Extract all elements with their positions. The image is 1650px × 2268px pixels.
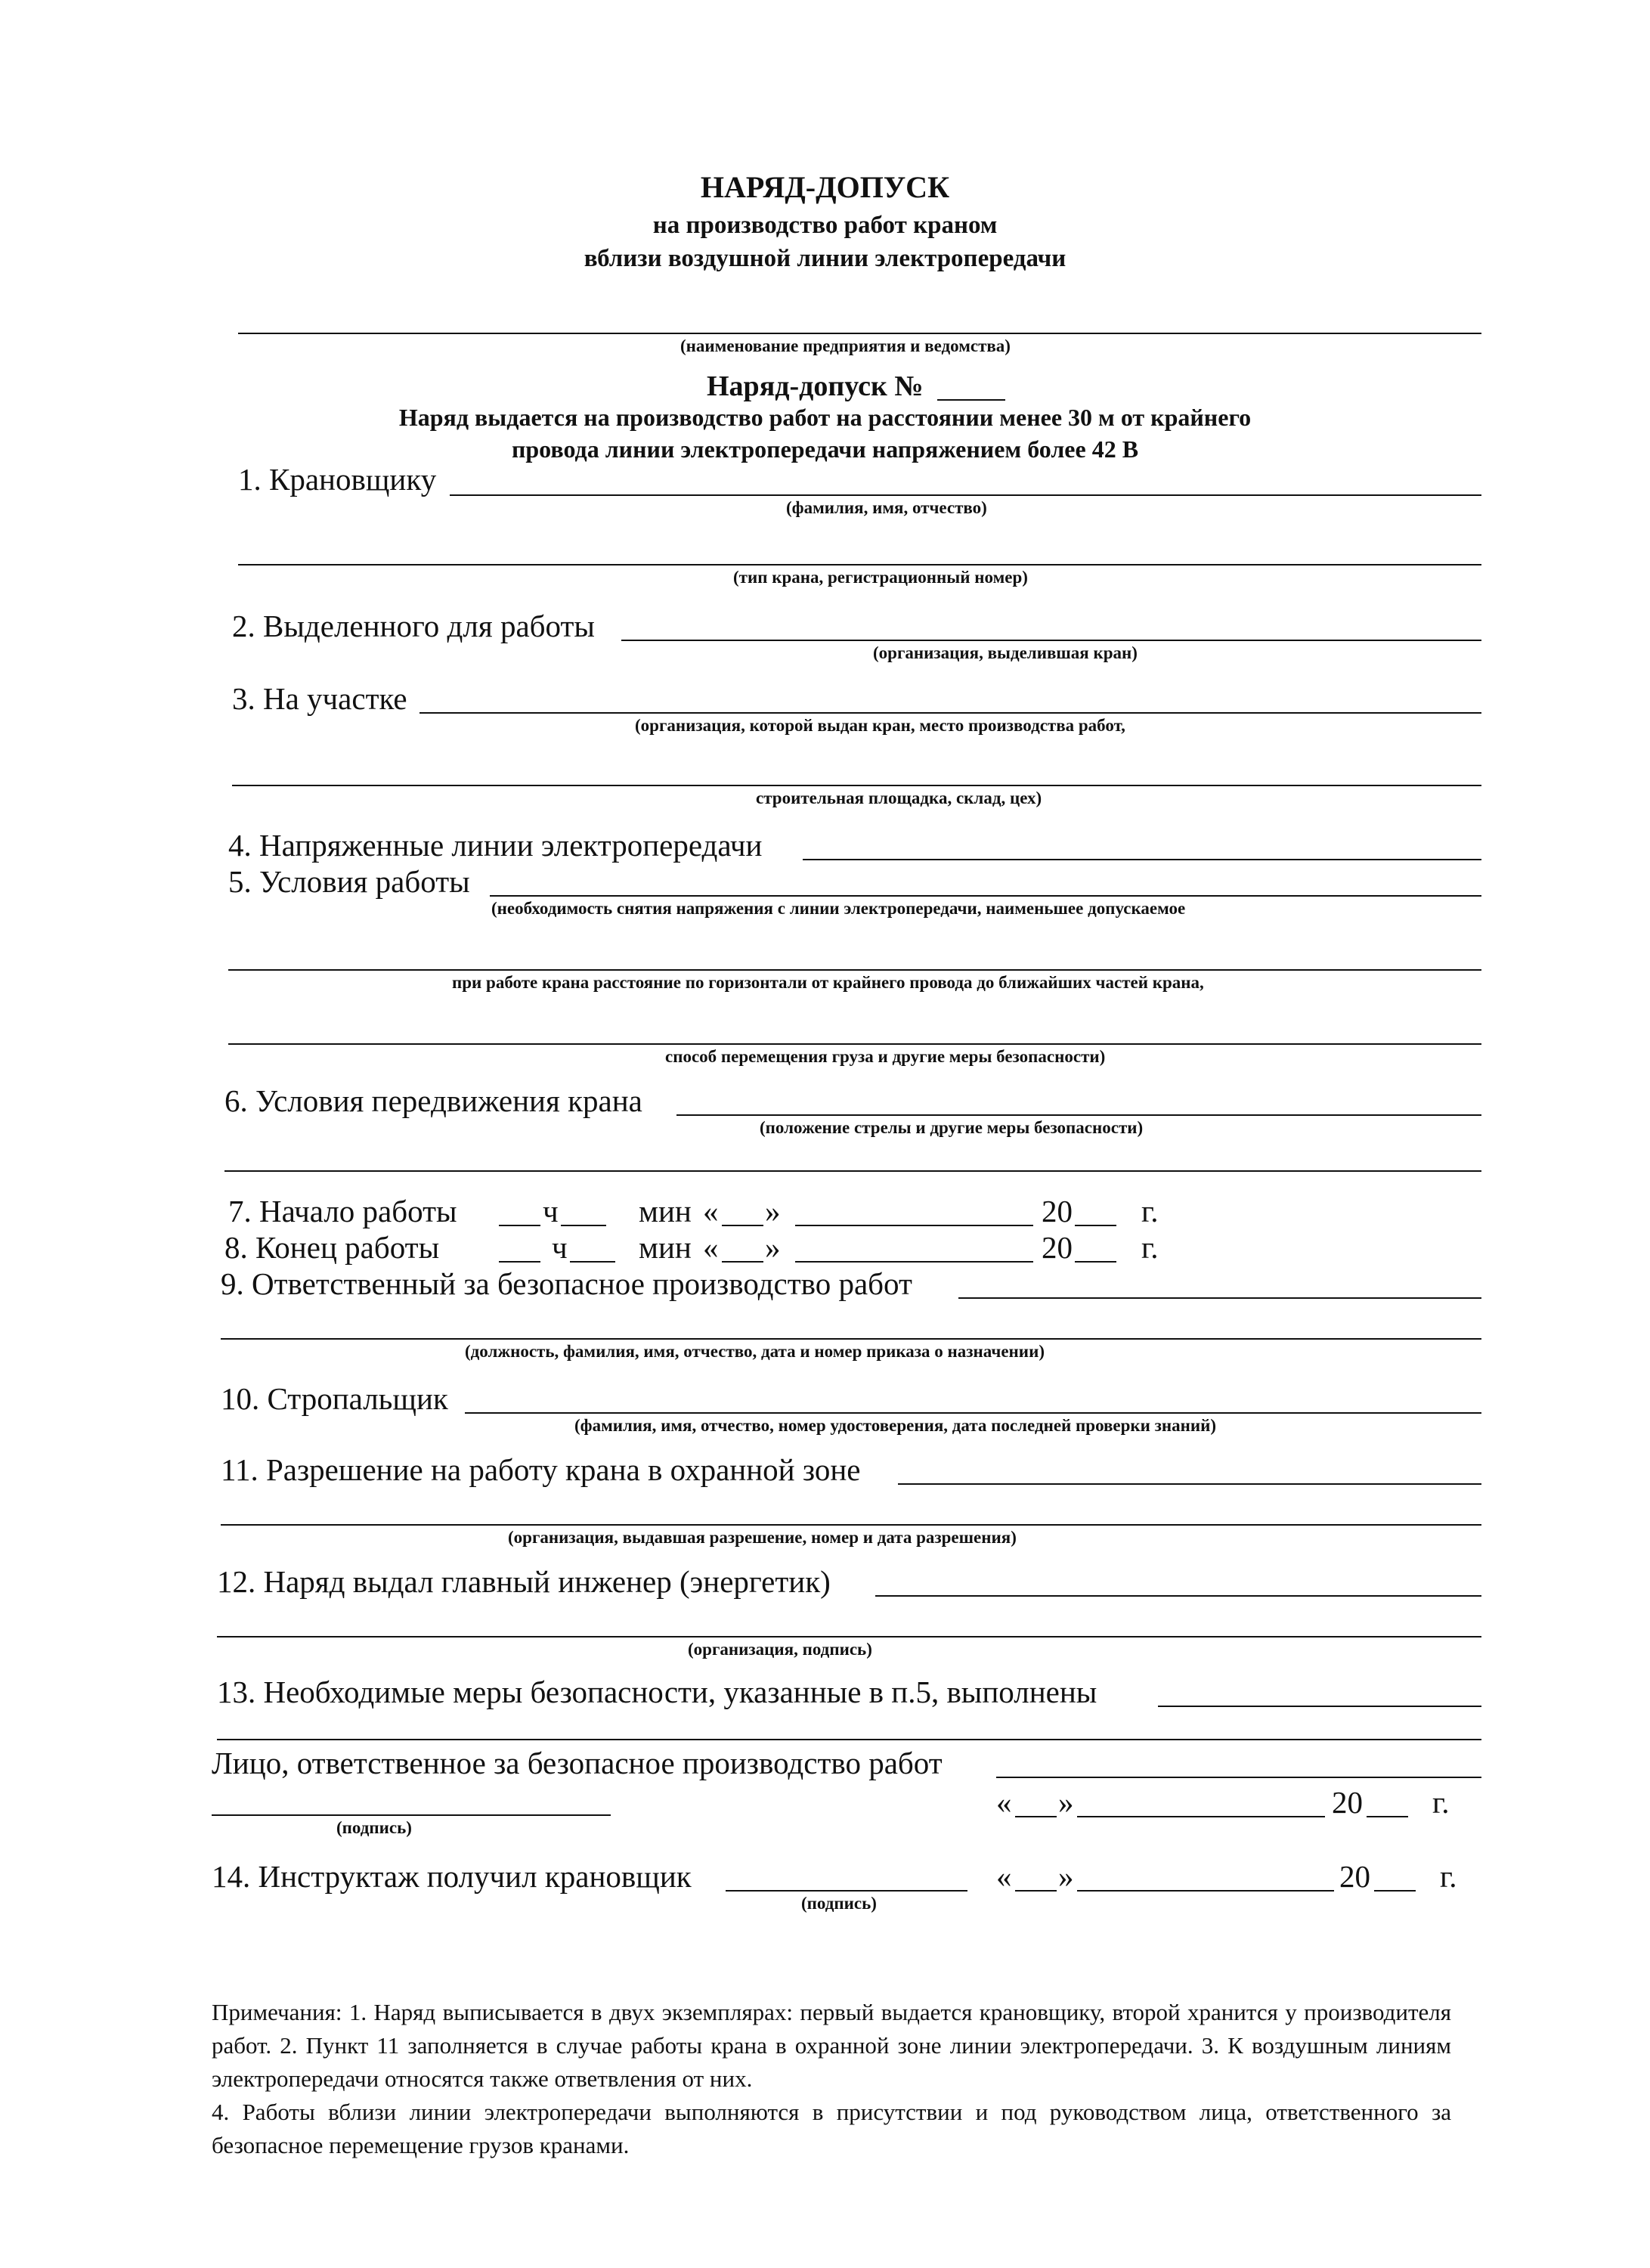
responsible-signature-caption: (подпись)	[336, 1818, 412, 1837]
item-10-label: 10. Стропальщик	[221, 1381, 448, 1416]
end-year-suffix: г.	[1141, 1230, 1159, 1265]
start-day-field[interactable]	[722, 1225, 763, 1226]
item-5-caption-2: при работе крана расстояние по горизонтали от крайнего провода до ближайших частей крана,	[452, 973, 1204, 992]
item-13-field[interactable]	[1158, 1706, 1481, 1707]
responsible-field[interactable]	[996, 1777, 1481, 1778]
item-14-caption: (подпись)	[801, 1894, 877, 1913]
end-day-field[interactable]	[722, 1261, 763, 1263]
start-quote-open: «	[703, 1194, 719, 1228]
briefing-quote-close: »	[1058, 1859, 1074, 1894]
responsible-month-field[interactable]	[1077, 1816, 1325, 1817]
item-10-field[interactable]	[465, 1412, 1481, 1414]
item-1-caption-1: (фамилия, имя, отчество)	[786, 498, 987, 517]
item-9-field-2[interactable]	[221, 1338, 1481, 1340]
end-minute-field[interactable]	[570, 1261, 615, 1263]
responsible-label: Лицо, ответственное за безопасное производство работ	[212, 1746, 943, 1780]
responsible-quote-close: »	[1058, 1785, 1074, 1820]
start-year-suffix: г.	[1141, 1194, 1159, 1228]
briefing-year-suffix: г.	[1440, 1859, 1457, 1894]
item-3-label: 3. На участке	[232, 681, 407, 716]
item-2-caption: (организация, выделившая кран)	[873, 643, 1138, 662]
end-month-field[interactable]	[795, 1261, 1033, 1263]
item-2-label: 2. Выделенного для работы	[232, 609, 595, 643]
item-12-caption: (организация, подпись)	[688, 1640, 872, 1659]
document-subtitle-2: вблизи воздушной линии электропередачи	[584, 245, 1066, 272]
start-year-prefix: 20	[1042, 1194, 1073, 1228]
item-11-caption: (организация, выдавшая разрешение, номер и дата разрешения)	[508, 1528, 1017, 1547]
item-1-crane-type-field[interactable]	[238, 564, 1481, 565]
briefing-year-prefix: 20	[1339, 1859, 1370, 1894]
briefing-year-field[interactable]	[1374, 1890, 1416, 1892]
item-5-caption-3: способ перемещения груза и другие меры безопасности)	[665, 1047, 1106, 1066]
item-5-field-3[interactable]	[228, 1043, 1481, 1045]
item-11-field[interactable]	[898, 1483, 1481, 1485]
item-9-label: 9. Ответственный за безопасное производство работ	[221, 1266, 912, 1301]
permit-number-field[interactable]	[937, 399, 1005, 401]
item-13-label: 13. Необходимые меры безопасности, указанные в п.5, выполнены	[217, 1675, 1097, 1709]
end-quote-close: »	[765, 1230, 781, 1265]
responsible-year-suffix: г.	[1432, 1785, 1450, 1820]
item-5-field[interactable]	[490, 895, 1481, 897]
start-hour-unit: ч	[543, 1194, 559, 1228]
item-6-caption: (положение стрелы и другие меры безопасности)	[760, 1118, 1144, 1137]
item-1-label: 1. Крановщику	[238, 462, 437, 497]
item-9-field[interactable]	[958, 1297, 1481, 1299]
end-year-field[interactable]	[1075, 1261, 1116, 1263]
item-3-caption-2: строительная площадка, склад, цех)	[756, 789, 1042, 807]
permit-issued-line-2: провода линии электропередачи напряжением более 42 В	[511, 435, 1139, 463]
item-3-caption-1: (организация, которой выдан кран, место производства работ,	[635, 716, 1125, 735]
item-7-label: 7. Начало работы	[228, 1194, 457, 1228]
item-4-field[interactable]	[803, 859, 1481, 860]
item-1-caption-2: (тип крана, регистрационный номер)	[733, 568, 1028, 587]
end-quote-open: «	[703, 1230, 719, 1265]
responsible-signature-field[interactable]	[212, 1814, 611, 1816]
notes-paragraph-1: Примечания: 1. Наряд выписывается в двух экземплярах: первый выдается крановщику, второй хранится у производителя работ. 2. Пункт 11 заполняется в случае работы крана в охранной зоне линии электропередачи. 3. К воздушным линиям электропередачи относятся также ответвления от них.	[212, 1999, 1451, 2092]
briefing-quote-open: «	[996, 1859, 1012, 1894]
item-12-field-2[interactable]	[217, 1636, 1481, 1637]
end-year-prefix: 20	[1042, 1230, 1073, 1265]
item-11-field-2[interactable]	[221, 1524, 1481, 1526]
item-5-caption-1: (необходимость снятия напряжения с линии электропередачи, наименьшее допускаемое	[491, 899, 1186, 918]
item-6-field[interactable]	[676, 1114, 1481, 1116]
responsible-day-field[interactable]	[1015, 1816, 1057, 1817]
item-1-name-field[interactable]	[450, 494, 1481, 496]
permit-issued-line-1: Наряд выдается на производство работ на расстоянии менее 30 м от крайнего	[398, 404, 1252, 431]
start-year-field[interactable]	[1075, 1225, 1116, 1226]
item-14-label: 14. Инструктаж получил крановщик	[212, 1859, 692, 1894]
item-9-caption: (должность, фамилия, имя, отчество, дата и номер приказа о назначении)	[465, 1342, 1045, 1361]
item-5-field-2[interactable]	[228, 969, 1481, 971]
notes-paragraph-2: 4. Работы вблизи линии электропередачи выполняются в присутствии и под руководством лица, ответственного за безопасное перемещение грузов кранами.	[212, 2099, 1451, 2158]
item-6-label: 6. Условия передвижения крана	[224, 1083, 642, 1118]
end-hour-unit: ч	[552, 1230, 568, 1265]
org-name-line[interactable]	[238, 333, 1481, 334]
permit-number-label: Наряд-допуск №	[707, 370, 924, 402]
item-12-label: 12. Наряд выдал главный инженер (энергетик)	[217, 1564, 831, 1599]
item-2-field[interactable]	[621, 640, 1481, 641]
item-4-label: 4. Напряженные линии электропередачи	[228, 828, 763, 863]
item-11-label: 11. Разрешение на работу крана в охранной зоне	[221, 1452, 861, 1487]
item-14-signature-field[interactable]	[726, 1890, 967, 1892]
start-minute-unit: мин	[639, 1194, 692, 1228]
briefing-month-field[interactable]	[1077, 1890, 1334, 1892]
responsible-year-prefix: 20	[1332, 1785, 1363, 1820]
start-month-field[interactable]	[795, 1225, 1033, 1226]
briefing-day-field[interactable]	[1015, 1890, 1057, 1892]
item-5-label: 5. Условия работы	[228, 864, 470, 899]
item-12-field[interactable]	[875, 1595, 1481, 1597]
item-6-field-2[interactable]	[224, 1170, 1481, 1172]
end-minute-unit: мин	[639, 1230, 692, 1265]
item-8-label: 8. Конец работы	[224, 1230, 440, 1265]
start-hour-field[interactable]	[499, 1225, 540, 1226]
item-3-field-2[interactable]	[232, 785, 1481, 786]
end-hour-field[interactable]	[499, 1261, 540, 1263]
start-quote-close: »	[765, 1194, 781, 1228]
org-caption: (наименование предприятия и ведомства)	[680, 336, 1011, 355]
item-10-caption: (фамилия, имя, отчество, номер удостоверения, дата последней проверки знаний)	[574, 1416, 1217, 1435]
start-minute-field[interactable]	[561, 1225, 606, 1226]
item-13-field-2[interactable]	[217, 1739, 1481, 1740]
responsible-quote-open: «	[996, 1785, 1012, 1820]
document-title: НАРЯД-ДОПУСК	[700, 170, 950, 204]
responsible-year-field[interactable]	[1367, 1816, 1408, 1817]
document-subtitle-1: на производство работ краном	[652, 212, 998, 239]
item-3-field[interactable]	[419, 712, 1481, 714]
